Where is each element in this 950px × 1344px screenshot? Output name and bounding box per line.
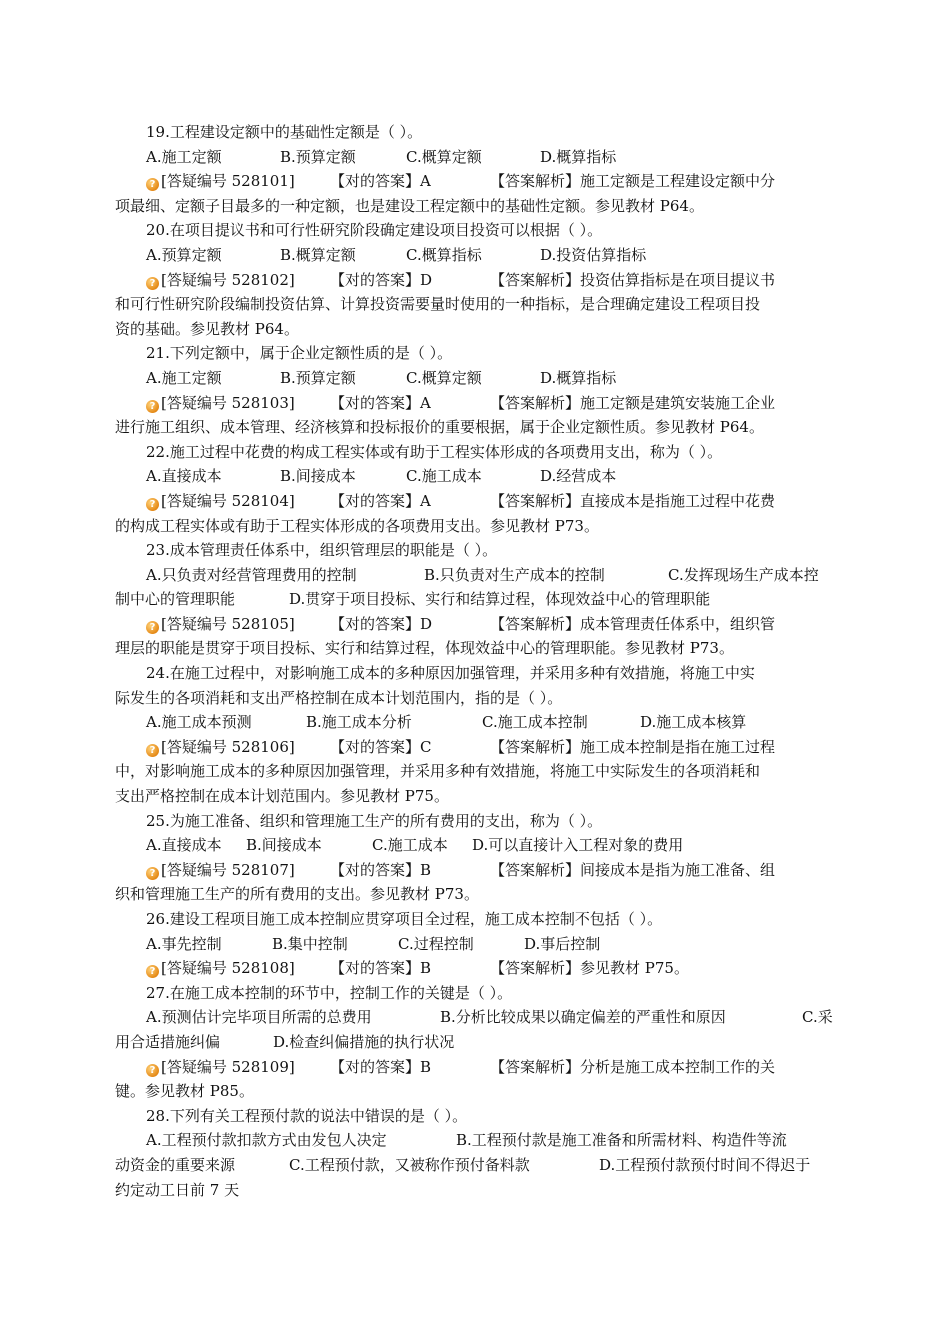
option-b: B.施工成本分析 (306, 713, 412, 732)
question-22-options (115, 464, 837, 489)
question-28-options (115, 1128, 837, 1153)
question-19-stem: 19.工程建设定额中的基础性定额是（ ）。 (146, 123, 423, 141)
option-a: A.施工成本预测 (146, 713, 252, 732)
option-a: A.直接成本 (146, 836, 222, 855)
explanation-continued: 进行施工组织、成本管理、经济核算和投标报价的重要根据，属于企业定额性质。参见教材 P64。 (115, 418, 764, 437)
answer-row (115, 391, 837, 416)
option-d: D.施工成本核算 (640, 713, 747, 732)
option-c-continued: 制中心的管理职能 (115, 590, 236, 609)
option-a: A.预算定额 (146, 245, 222, 264)
answer-row (115, 858, 837, 883)
answer-id: [答疑编号 528106] (161, 737, 295, 756)
question-28-stem: 28.下列有关工程预付款的说法中错误的是（ ）。 (146, 1106, 468, 1125)
option-b-continued: 动资金的重要来源 (115, 1155, 236, 1174)
question-24-options (115, 710, 837, 735)
option-a: A.施工定额 (146, 147, 222, 166)
option-c: C.过程控制 (398, 934, 474, 953)
correct-answer: 【对的答案】C (330, 737, 432, 756)
answer-row (115, 489, 837, 514)
question-icon[interactable]: ? (146, 867, 159, 880)
option-c: C.概算指标 (406, 245, 482, 264)
option-b: B.只负责对生产成本的控制 (424, 565, 605, 584)
answer-explanation: 【答案解析】直接成本是指施工过程中花费 (490, 491, 776, 510)
correct-answer: 【对的答案】B (330, 959, 432, 978)
question-20-options (115, 243, 837, 268)
option-b: B.集中控制 (272, 934, 348, 953)
question-26-options (115, 932, 837, 957)
explanation-continued: 支出严格控制在成本计划范围内。参见教材 P75。 (115, 787, 449, 806)
question-27-options (115, 1005, 837, 1030)
option-b: B.间接成本 (280, 467, 356, 486)
option-d: D.经营成本 (540, 467, 617, 486)
option-d: D.概算指标 (540, 368, 617, 387)
option-d: D.事后控制 (524, 934, 601, 953)
answer-id: [答疑编号 528103] (161, 393, 295, 412)
correct-answer: 【对的答案】A (330, 393, 431, 412)
document-page (115, 120, 837, 1202)
answer-row (115, 1055, 837, 1080)
option-a: A.直接成本 (146, 467, 222, 486)
option-d: D.检查纠偏措施的执行状况 (273, 1032, 455, 1051)
question-23-options (115, 563, 837, 588)
question-icon[interactable]: ? (146, 400, 159, 413)
option-d: D.贯穿于项目投标、实行和结算过程，体现效益中心的管理职能 (289, 590, 711, 609)
question-25-stem: 25.为施工准备、组织和管理施工生产的所有费用的支出，称为（ ）。 (146, 811, 603, 830)
answer-explanation: 【答案解析】施工定额是建筑安装施工企业 (490, 393, 776, 412)
answer-row (115, 735, 837, 760)
explanation-continued: 项最细、定额子目最多的一种定额，也是建设工程定额中的基础性定额。参见教材 P64。 (115, 196, 704, 215)
answer-row (115, 956, 837, 981)
option-c: C.工程预付款，又被称作预付备料款 (289, 1155, 530, 1174)
correct-answer: 【对的答案】D (330, 270, 433, 289)
answer-explanation: 【答案解析】分析是施工成本控制工作的关 (490, 1057, 776, 1076)
option-a: A.工程预付款扣款方式由发包人决定 (146, 1131, 387, 1150)
answer-id: [答疑编号 528102] (161, 270, 295, 289)
question-26-stem: 26.建设工程项目施工成本控制应贯穿项目全过程，施工成本控制不包括（ ）。 (146, 910, 663, 928)
option-a: A.事先控制 (146, 934, 222, 953)
question-25-options (115, 833, 837, 858)
answer-explanation: 【答案解析】成本管理责任体系中，组织管 (490, 614, 776, 633)
option-b: B.工程预付款是施工准备和所需材料、构造件等流 (456, 1131, 787, 1150)
correct-answer: 【对的答案】A (330, 172, 431, 191)
explanation-continued: 资的基础。参见教材 P64。 (115, 319, 299, 338)
question-20-stem: 20.在项目提议书和可行性研究阶段确定建设项目投资可以根据（ ）。 (146, 221, 603, 240)
option-c: C.施工成本 (372, 836, 448, 855)
option-a: A.预测估计完毕项目所需的总费用 (146, 1008, 372, 1027)
option-c: C.施工成本控制 (482, 713, 588, 732)
option-d: D.投资估算指标 (540, 245, 647, 264)
option-d: D.概算指标 (540, 147, 617, 166)
question-icon[interactable]: ? (146, 1064, 159, 1077)
option-b: B.概算定额 (280, 245, 356, 264)
correct-answer: 【对的答案】B (330, 1057, 432, 1076)
question-27-stem: 27.在施工成本控制的环节中，控制工作的关键是（ ）。 (146, 983, 513, 1002)
answer-explanation: 【答案解析】投资估算指标是在项目提议书 (490, 270, 776, 289)
answer-row (115, 612, 837, 637)
option-d-continued: 约定动工日前 7 天 (115, 1180, 240, 1199)
question-28-options-continued (115, 1153, 837, 1178)
answer-row (115, 169, 837, 194)
option-d: D.工程预付款预付时间不得迟于 (599, 1155, 811, 1174)
question-24-stem-continued: 际发生的各项消耗和支出严格控制在成本计划范围内，指的是（ ）。 (115, 688, 563, 707)
answer-row (115, 268, 837, 293)
explanation-continued: 理层的职能是贯穿于项目投标、实行和结算过程，体现效益中心的管理职能。参见教材 P73。 (115, 639, 734, 658)
question-27-options-continued (115, 1030, 837, 1055)
answer-id: [答疑编号 528104] (161, 491, 295, 510)
answer-id: [答疑编号 528109] (161, 1057, 295, 1076)
question-icon[interactable]: ? (146, 277, 159, 290)
explanation-continued: 织和管理施工生产的所有费用的支出。参见教材 P73。 (115, 885, 479, 904)
option-c: C.概算定额 (406, 147, 482, 166)
question-23-options-continued (115, 587, 837, 612)
answer-explanation: 【答案解析】参见教材 P75。 (490, 959, 689, 978)
option-c: C.采 (802, 1008, 833, 1027)
question-23-stem: 23.成本管理责任体系中，组织管理层的职能是（ ）。 (146, 541, 498, 560)
option-a: A.只负责对经营管理费用的控制 (146, 565, 357, 584)
option-b: B.预算定额 (280, 368, 356, 387)
answer-id: [答疑编号 528101] (161, 172, 295, 191)
correct-answer: 【对的答案】B (330, 860, 432, 879)
question-icon[interactable]: ? (146, 621, 159, 634)
option-a: A.施工定额 (146, 368, 222, 387)
question-19-options (115, 145, 837, 170)
answer-id: [答疑编号 528108] (161, 959, 295, 978)
question-21-stem: 21.下列定额中，属于企业定额性质的是（ ）。 (146, 344, 453, 363)
question-icon[interactable]: ? (146, 744, 159, 757)
correct-answer: 【对的答案】D (330, 614, 433, 633)
question-icon[interactable]: ? (146, 178, 159, 191)
question-icon[interactable]: ? (146, 498, 159, 511)
option-c-continued: 用合适措施纠偏 (115, 1032, 221, 1051)
question-21-options (115, 366, 837, 391)
option-b: B.分析比较成果以确定偏差的严重性和原因 (440, 1008, 726, 1027)
explanation-continued: 和可行性研究阶段编制投资估算、计算投资需要量时使用的一种指标，是合理确定建设工程项目投 (115, 295, 761, 314)
answer-explanation: 【答案解析】施工定额是工程建设定额中分 (490, 172, 776, 191)
option-b: B.间接成本 (246, 836, 322, 855)
option-c: C.发挥现场生产成本控 (668, 565, 819, 584)
explanation-continued: 中，对影响施工成本的多种原因加强管理，并采用多种有效措施，将施工中实际发生的各项消耗和 (115, 762, 761, 781)
option-d: D.可以直接计入工程对象的费用 (472, 836, 684, 855)
question-24-stem: 24.在施工过程中，对影响施工成本的多种原因加强管理，并采用多种有效措施，将施工中实 (146, 664, 755, 683)
question-22-stem: 22.施工过程中花费的构成工程实体或有助于工程实体形成的各项费用支出，称为（ ）。 (146, 442, 723, 461)
option-c: C.施工成本 (406, 467, 482, 486)
answer-explanation: 【答案解析】间接成本是指为施工准备、组 (490, 860, 776, 879)
option-b: B.预算定额 (280, 147, 356, 166)
question-icon[interactable]: ? (146, 965, 159, 978)
correct-answer: 【对的答案】A (330, 491, 431, 510)
explanation-continued: 键。参见教材 P85。 (115, 1082, 254, 1101)
answer-id: [答疑编号 528105] (161, 614, 295, 633)
answer-explanation: 【答案解析】施工成本控制是指在施工过程 (490, 737, 776, 756)
option-c: C.概算定额 (406, 368, 482, 387)
explanation-continued: 的构成工程实体或有助于工程实体形成的各项费用支出。参见教材 P73。 (115, 516, 599, 535)
answer-id: [答疑编号 528107] (161, 860, 295, 879)
